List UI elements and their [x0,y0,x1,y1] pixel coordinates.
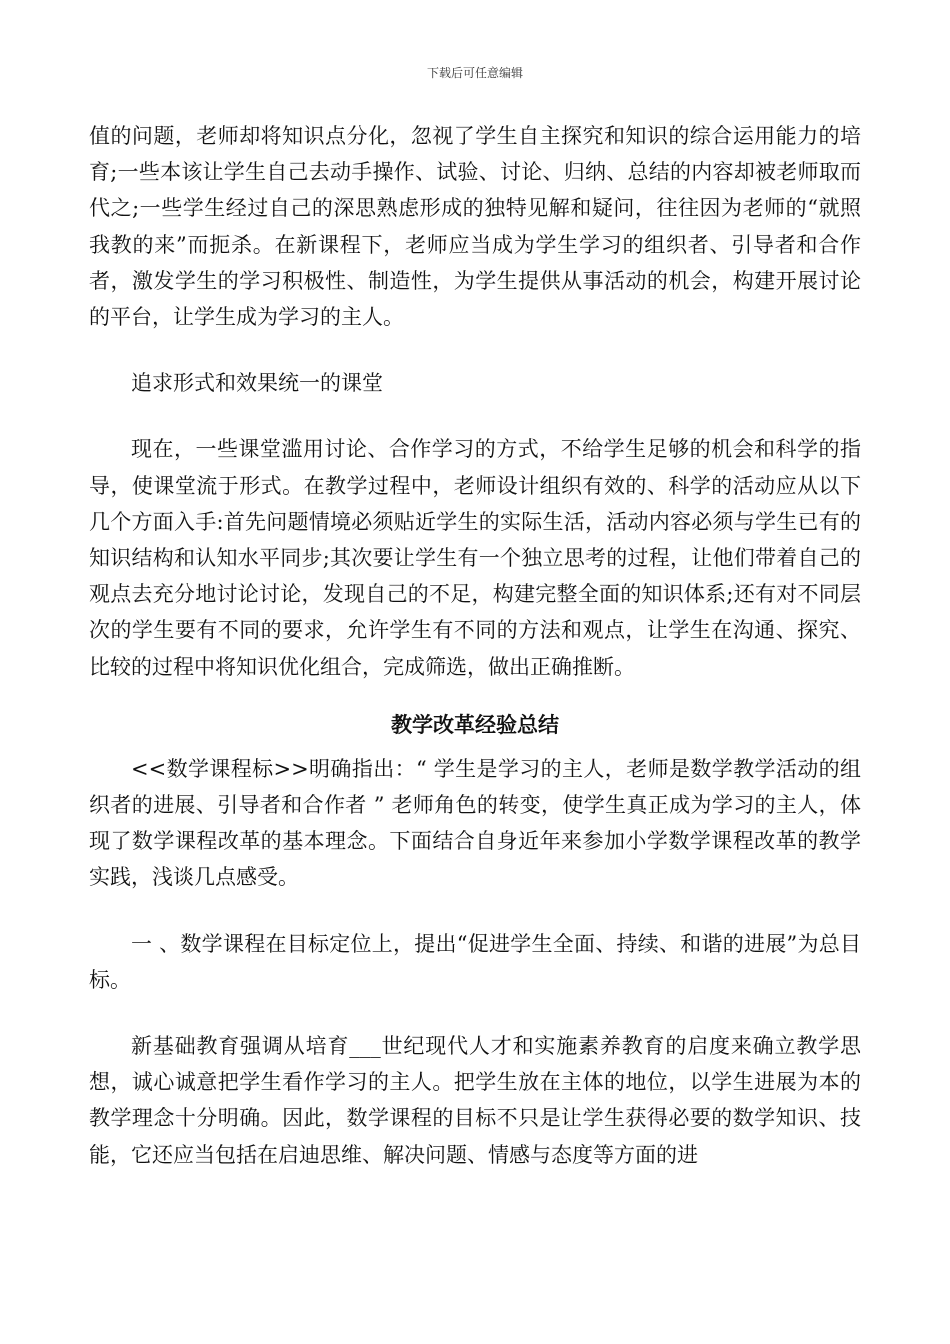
paragraph-3: <<数学课程标>>明确指出：“ 学生是学习的主人，老师是数学教学活动的组织者的进展、引导者和合作者 ” 老师角色的转变，使学生真正成为学习的主人，体现了数学课程改革的基本理念。下面结合自身近年来参加小学数学课程改革的教学实践，浅谈几点感受。 [89,756,861,890]
paragraph-1: 值的问题，老师却将知识点分化，忽视了学生自主探究和知识的综合运用能力的培育;一些本该让学生自己去动手操作、试验、讨论、归纳、总结的内容却被老师取而代之;一些学生经过自己的深思熟虑形成的独特见解和疑问，往往因为老师的“就照我教的来”而扼杀。在新课程下，老师应当成为学生学习的组织者、引导者和合作者，激发学生的学习积极性、制造性，为学生提供从事活动的机会，构建开展讨论的平台，让学生成为学习的主人。 [89,124,861,330]
page-header: 下载后可任意编辑 [426,66,523,80]
document-heading: 教学改革经验总结 [391,711,559,737]
section-subtitle: 追求形式和效果统一的课堂 [131,371,383,396]
paragraph-4: 一 、数学课程在目标定位上，提出“促进学生全面、持续、和谐的进展”为总目标。 [89,931,861,992]
document-body [89,118,861,1173]
paragraph-2: 现在，一些课堂滥用讨论、合作学习的方式，不给学生足够的机会和科学的指导，使课堂流于形式。在教学过程中，老师设计组织有效的、科学的活动应从以下几个方面入手:首先问题情境必须贴近学生的实际生活，活动内容必须与学生已有的知识结构和认知水平同步;其次要让学生有一个独立思考的过程，让他们带着自己的观点去充分地讨论讨论，发现自己的不足，构建完整全面的知识体系;还有对不同层次的学生要有不同的要求，允许学生有不同的方法和观点，让学生在沟通、探究、比较的过程中将知识优化组合，完成筛选，做出正确推断。 [89,437,861,679]
paragraph-5: 新基础教育强调从培育___世纪现代人才和实施素养教育的启度来确立教学思想，诚心诚意把学生看作学习的主人。把学生放在主体的地位，以学生进展为本的教学理念十分明确。因此，数学课程的目标不只是让学生获得必要的数学知识、技能，它还应当包括在启迪思维、解决问题、情感与态度等方面的进 [89,1034,861,1167]
